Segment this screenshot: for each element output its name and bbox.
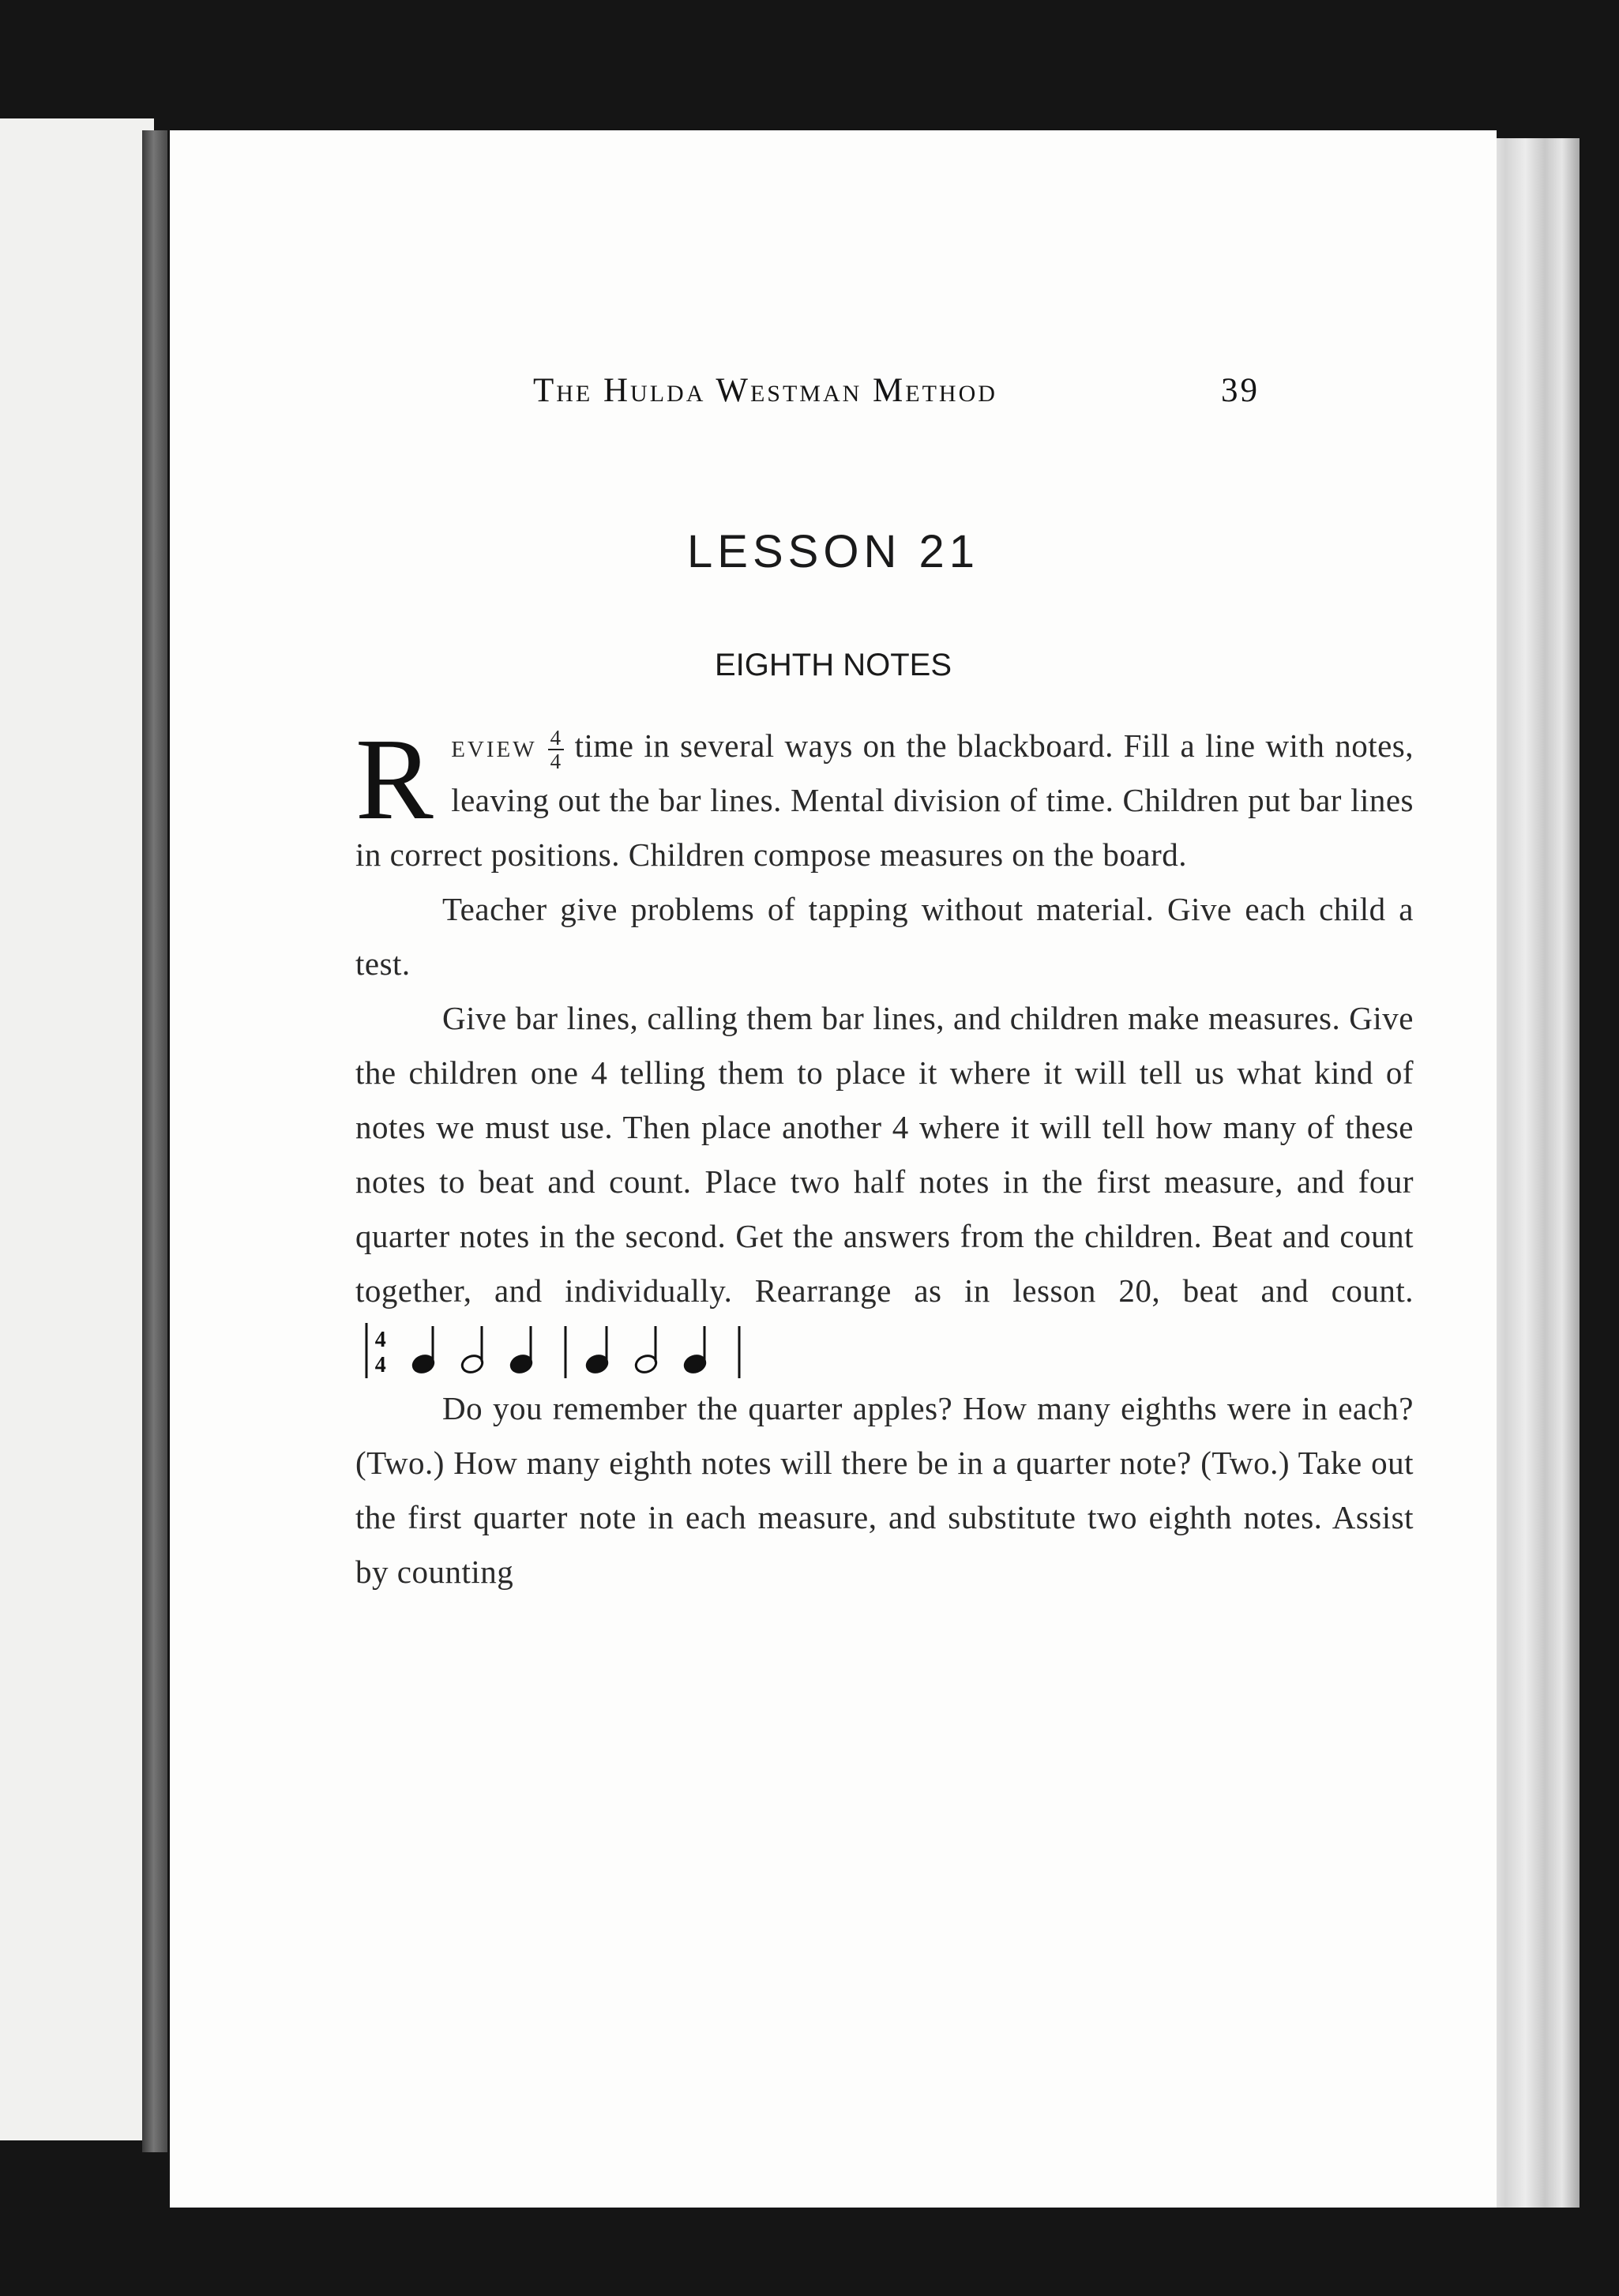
paragraph-1-text: time in several ways on the blackboard. Fill a line with notes, leaving out the bar lines. Mental division of time. Children put bar lines in correct positions. Children compose measures on the board. [355,727,1414,873]
time-signature-fraction [548,727,564,772]
lesson-subtitle: EIGHTH NOTES [714,648,952,682]
drop-cap: R [355,715,434,844]
time-sig-top: 4 [374,1328,387,1352]
fraction-top: 4 [548,727,564,750]
running-title: The Hulda Westman Method [533,372,997,409]
paragraph-3-text: Give bar lines, calling them bar lines, and children make measures. Give the children one 4 telling them to place it where it will tell us what kind of notes we must use. Then place another 4 where it will tell how many of these notes to beat and count. Place two half notes in the first measure, and four quarter notes in the second. Get the answers from the children. Beat and count together, and individually. Rearrange as in lesson 20, beat and count. [355,1000,1414,1309]
paragraph-2: Teacher give problems of tapping without material. Give each child a test. [355,891,1414,982]
paragraph-4: Do you remember the quarter apples? How many eighths were in each? (Two.) How many eighth notes will there be in a quarter note? (Two.) Take out the first quarter note in each measure, and substitute two eighth notes. Assist by counting [355,1390,1414,1590]
notation-graphic [360,1318,802,1381]
book-spine [142,130,167,2152]
paragraph-1 [355,715,1414,882]
paragraph-3 [355,991,1414,1381]
book-page [170,130,1497,2208]
body-text [355,715,1414,1599]
opening-word: eview [451,727,537,764]
fraction-bottom: 4 [550,749,562,773]
page-number: 39 [1221,372,1260,409]
lesson-title: LESSON 21 [687,526,979,577]
music-notation [360,1318,802,1381]
time-sig-bottom: 4 [374,1353,387,1377]
facing-page [0,118,154,2140]
